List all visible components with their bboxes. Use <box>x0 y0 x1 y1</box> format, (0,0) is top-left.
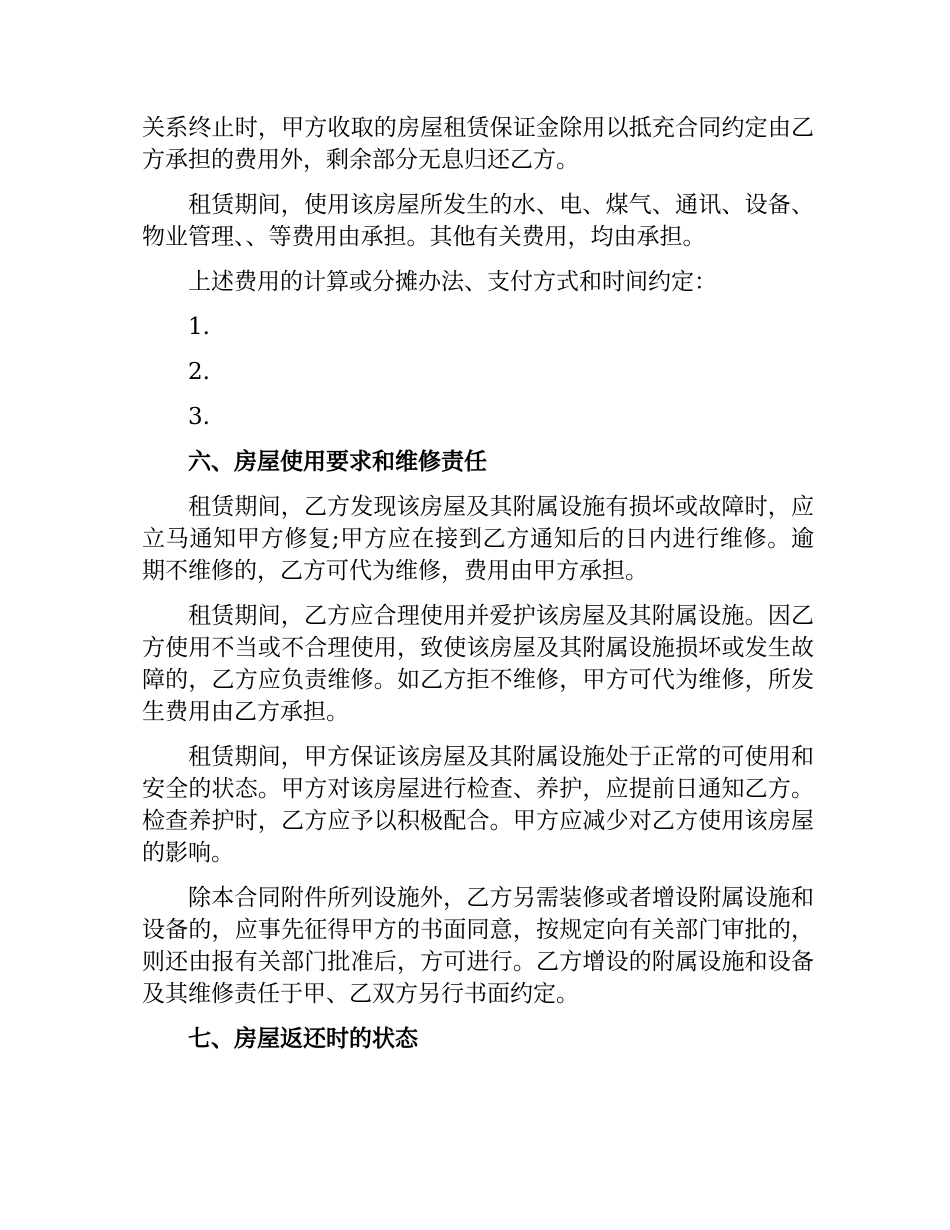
section-7-heading: 七、房屋返还时的状态 <box>188 1026 418 1052</box>
section-6-paragraph-2: 租赁期间，乙方应合理使用并爱护该房屋及其附属设施。因乙方使用不当或不合理使用，致使该房屋及其附属设施损坏或发生故障的，乙方应负责维修。如乙方拒不维修，甲方可代为维修，所发生费用由乙方承担。 <box>142 603 814 725</box>
paragraph-fee-method: 上述费用的计算或分摊办法、支付方式和时间约定： <box>188 269 717 295</box>
document-page <box>142 112 814 1068</box>
list-item-2: 2. <box>188 359 210 385</box>
section-6-heading: 六、房屋使用要求和维修责任 <box>188 449 487 475</box>
section-6-paragraph-3: 租赁期间，甲方保证该房屋及其附属设施处于正常的可使用和安全的状态。甲方对该房屋进行检查、养护，应提前日通知乙方。检查养护时，乙方应予以积极配合。甲方应减少对乙方使用该房屋的影响。 <box>142 744 814 866</box>
paragraph-deposit-return: 关系终止时，甲方收取的房屋租赁保证金除用以抵充合同约定由乙方承担的费用外，剩余部分无息归还乙方。 <box>142 115 814 173</box>
section-6-paragraph-4: 除本合同附件所列设施外，乙方另需装修或者增设附属设施和设备的，应事先征得甲方的书面同意，按规定向有关部门审批的，则还由报有关部门批准后，方可进行。乙方增设的附属设施和设备及其维修责任于甲、乙双方另行书面约定。 <box>142 885 814 1007</box>
paragraph-fees: 租赁期间，使用该房屋所发生的水、电、煤气、通讯、设备、物业管理、、等费用由承担。其他有关费用，均由承担。 <box>142 192 814 250</box>
list-item-1: 1. <box>188 314 210 340</box>
section-6-paragraph-1: 租赁期间，乙方发现该房屋及其附属设施有损坏或故障时，应立马通知甲方修复;甲方应在接到乙方通知后的日内进行维修。逾期不维修的，乙方可代为维修，费用由甲方承担。 <box>142 494 814 584</box>
list-item-3: 3. <box>188 404 210 430</box>
